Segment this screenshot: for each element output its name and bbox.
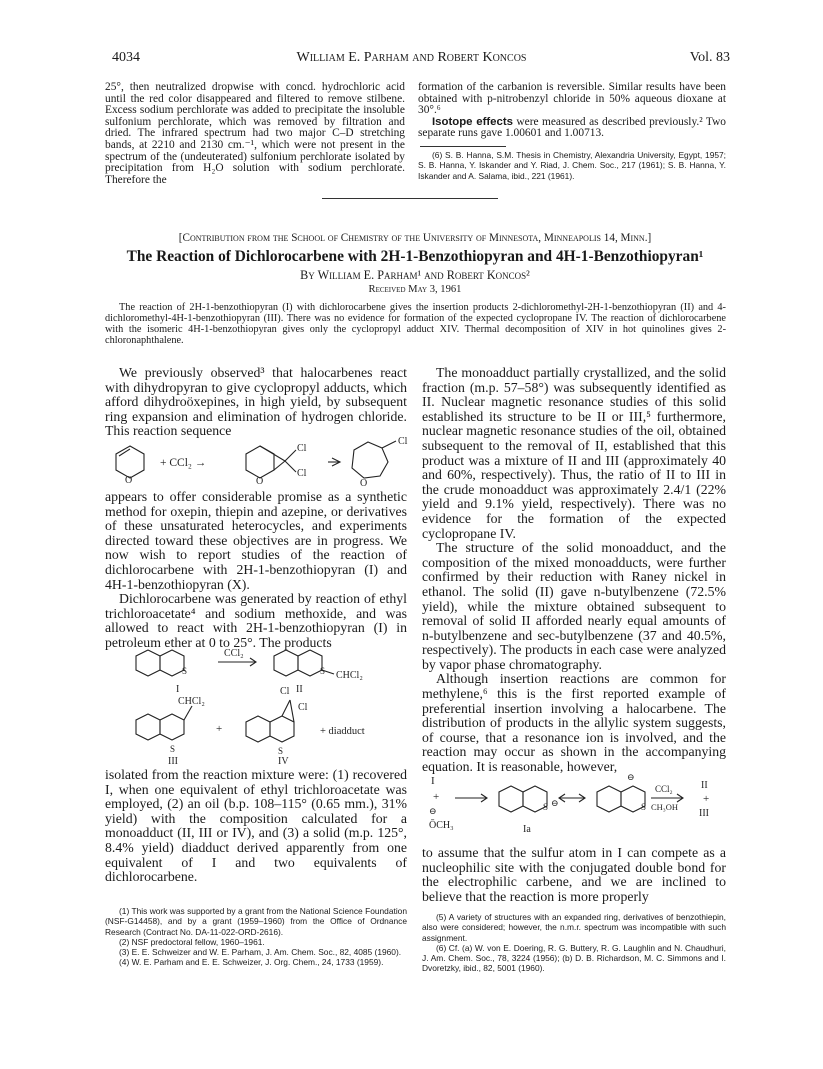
s3-II: II: [701, 780, 708, 791]
s1-o-label: O: [125, 475, 133, 486]
left-paragraph-1: We previously observed³ that halocarbenes react with dihydropyran to give cyclopropyl adducts, which afford dihydroöxepines, in high yield, by subsequent ring expansion and elimination of hydrogen chloride. This reaction sequence: [105, 365, 407, 439]
s2-s-1: S: [182, 666, 188, 676]
s3-och3: ŌCH₃: [429, 820, 454, 831]
right-paragraph-4: to assume that the sulfur atom in I can compete as a nucleophilic site with the conjugated double bond for the electrophilic carbene, and we are inclined to believe that the reaction is more properly: [422, 845, 726, 904]
left-column-mid: [105, 490, 407, 651]
s2-s-2: S: [320, 666, 326, 676]
top-left-paragraph: 25°, then neutralized dropwise with concd. hydrochloric acid until the red color disappeared and filtered to remove stilbene. Excess sodium perchlorate was added to precipitate the insoluble sulfonium perchlorate, which was removed by filtration and dried. The infrared spectrum had two major C–D stretching bands, at 2210 and 2130 cm.⁻¹, which were not present in the spectrum of the (undeuterated) sulfonium perchlorate isolated by precipitation from H₂O solution with sodium perchlorate. Therefore the: [105, 81, 405, 186]
right-paragraph-3: Although insertion reactions are common for methylene,⁶ this is the first reported example of preferential insertion involving a halocarbene. The distribution of products in the allylic system suggests, of course, that a resonance ion is involved, and the reaction may occur as shown in the accompanying equation. It is reasonable, however,: [422, 671, 726, 775]
s3-reagent-top: CCl₂: [655, 784, 673, 794]
section-divider: [322, 198, 498, 199]
s1-cl-3: Cl: [398, 436, 408, 447]
s3-s-2: S: [641, 802, 647, 812]
s2-cl-a: Cl: [280, 686, 290, 697]
top-right-text: [418, 82, 726, 140]
isotope-heading: Isotope effects: [432, 115, 513, 128]
running-head: William E. Parham and Robert Koncos: [296, 50, 527, 65]
s2-chcl2-label-2: CHCl₂: [178, 696, 205, 707]
s3-plus-2: +: [703, 793, 710, 805]
byline: By William E. Parham¹ and Robert Koncos²: [300, 268, 530, 282]
s3-I: I: [431, 775, 435, 787]
isotope-text: were measured as described previously.² Two separate runs gave 1.00601 and 1.00713.: [418, 115, 726, 140]
s3-plus: +: [433, 791, 440, 803]
s2-cl-b: Cl: [298, 702, 308, 713]
scheme-products: [110, 638, 410, 768]
s2-label-I: I: [176, 684, 180, 695]
left-footnotes: [105, 906, 407, 968]
left-paragraph-2: appears to offer considerable promise as a synthetic method for oxepin, thiepin and azepine, or derivatives of these unsaturated heterocycles, and experiments directed toward these objectives are in progress. We now wish to report studies of the reaction of dichlorocarbene with 2H-1-benzothiopyran (I) and 4H-1-benzothiopyran (X).: [105, 489, 407, 592]
abstract: [105, 302, 726, 346]
s2-chcl2-label: CHCl₂: [336, 670, 363, 681]
footnote-5: (5) A variety of structures with an expanded ring, derivatives of benzothiepin, also were considered; however, the n.m.r. spectrum was incompatible with such assignment.: [422, 912, 726, 943]
s2-reagent: CCl₂: [224, 648, 244, 659]
s1-reagent: + CCl₂ →: [160, 457, 207, 469]
abstract-text: The reaction of 2H-1-benzothiopyran (I) with dichlorocarbene gives the insertion products 2-dichloromethyl-2H-1-benzothiopyran (II) and 4-dichloromethyl-4H-1-benzothiopyran (III). There was no evidence for formation of the expected cyclopropane IV. The reaction of dichlorocarbene with the isomeric 4H-1-benzothiopyran gives only the cyclopropyl adduct XIV. Thermal decomposition of XIV in hot quinolines gives 2-chloronaphthalene.: [105, 302, 726, 346]
top-right-footnote: [418, 150, 726, 181]
footnote-2: (2) NSF predoctoral fellow, 1960–1961.: [119, 936, 265, 947]
page-number: 4034: [112, 50, 140, 65]
s2-diadduct: + diadduct: [320, 726, 365, 737]
footnote-4: (4) W. E. Parham and E. E. Schweizer, J. Org. Chem., 24, 1733 (1959).: [119, 957, 384, 968]
top-left-text: [105, 82, 405, 186]
article-title: The Reaction of Dichlorocarbene with 2H-1-Benzothiopyran and 4H-1-Benzothiopyran¹: [126, 248, 704, 265]
s3-label-Ia: Ia: [523, 824, 531, 835]
footnote-6: (6) S. B. Hanna, S.M. Thesis in Chemistry, Alexandria University, Egypt, 1957; S. B. Hanna, Y. Iskander and Y. Riad, J. Chem. Soc., 217 (1961); S. B. Hanna, Y. Iskander and A. Salama, ibid., 221 (1961).: [418, 150, 726, 181]
top-right-paragraph: formation of the carbanion is reversible. Similar results have been obtained with p-nitrobenzyl chloride in 50% aqueous dioxane at 30°.⁶: [418, 81, 726, 117]
s3-minus: ⊖: [429, 806, 437, 816]
s2-label-III: III: [168, 756, 178, 767]
scheme-dihydropyran: [110, 436, 408, 489]
s1-cl-2: Cl: [297, 468, 307, 479]
s3-reagent-bottom: CH₃OH: [651, 802, 679, 812]
right-paragraph-1: The monoadduct partially crystallized, and the solid fraction (m.p. 57–58°) was subsequently identified as II. Nuclear magnetic resonance studies of this solid established its structure to be II or III,⁵ furthermore, nuclear magnetic resonance studies of the oil, obtained subsequent to the removal of II, established that this product was a mixture of II and III (approximately 40 and 60%, respectively). Thus, the ratio of II to III in the crude monoadduct was approximately 2.4/1 (22% yield and 9.1% yield, respectively). There was no evidence for the formation of the expected cyclopropane IV.: [422, 365, 726, 541]
right-footnotes: [422, 912, 726, 974]
s3-minus-2: ⊖: [551, 798, 559, 808]
s3-III: III: [699, 808, 709, 819]
s1-o-label-3: O: [360, 478, 368, 489]
footnote-1: (1) This work was supported by a grant from the National Science Foundation (NSF-G14458), and by a grant (1959–1960) from the Office of Ordnance Research (Contract No. DA-11-022-ORD-2616).: [105, 906, 407, 937]
s2-label-IV: IV: [278, 756, 289, 767]
s2-label-II: II: [296, 684, 303, 695]
right-paragraph-2: The structure of the solid monoadduct, and the composition of the mixed monoadducts, were further confirmed by their reduction with Raney nickel in ethanol. The solid (II) gave n-butylbenzene (72.5% yield), while the mixture obtained subsequent to removal of solid II afforded nearly equal amounts of n-butylbenzene and sec-butylbenzene (37 and 40.5%, respectively). The products in each case were analyzed by vapor phase chromatography.: [422, 540, 726, 672]
s2-plus: +: [216, 723, 223, 735]
left-paragraph-3: Dichlorocarbene was generated by reaction of ethyl trichloroacetate⁴ and sodium methoxide, and was allowed to react with 2H-1-benzothiopyran (I) in petroleum ether at 0 to 25°. The products: [105, 591, 407, 650]
footnote-6b: (6) Cf. (a) W. von E. Doering, R. G. Buttery, R. G. Laughlin and N. Chaudhuri, J. Am. Chem. Soc., 78, 3224 (1956); (b) D. B. Richardson, M. C. Simmons and I. Dvoretzky, ibid., 82, 5001 (1960).: [422, 942, 726, 974]
left-paragraph-4: isolated from the reaction mixture were: (1) recovered I, when one equivalent of ethyl trichloroacetate was employed, (2) an oil (b.p. 108–115° (0.65 mm.), 31% yield) with the composition calculated for a monoadduct (II, III or IV), and (3) a solid (m.p. 125°, 8.4% yield) diadduct derived apparently from one equivalent of I and two equivalents of dichlorocarbene.: [105, 767, 407, 885]
footnote-rule: [420, 146, 506, 147]
s1-cl-1: Cl: [297, 443, 307, 454]
s2-s-4: S: [278, 746, 284, 756]
footnote-3: (3) E. E. Schweizer and W. E. Parham, J. Am. Chem. Soc., 82, 4085 (1960).: [119, 947, 402, 958]
s2-s-3: S: [170, 744, 176, 754]
s3-minus-3: ⊖: [627, 772, 635, 782]
s1-o-label-2: O: [256, 476, 264, 487]
volume-label: Vol. 83: [689, 50, 730, 65]
scheme-resonance: [425, 770, 725, 842]
s3-s-1: S: [543, 802, 549, 812]
right-column-top: [422, 366, 726, 775]
left-column-top: [105, 366, 407, 439]
received-date: Received May 3, 1961: [368, 284, 462, 295]
right-column-bottom: [422, 846, 726, 904]
contribution-line: [Contribution from the School of Chemistry of the University of Minnesota, Minneapolis 14, Minn.]: [178, 232, 652, 244]
left-column-bottom: [105, 768, 407, 885]
